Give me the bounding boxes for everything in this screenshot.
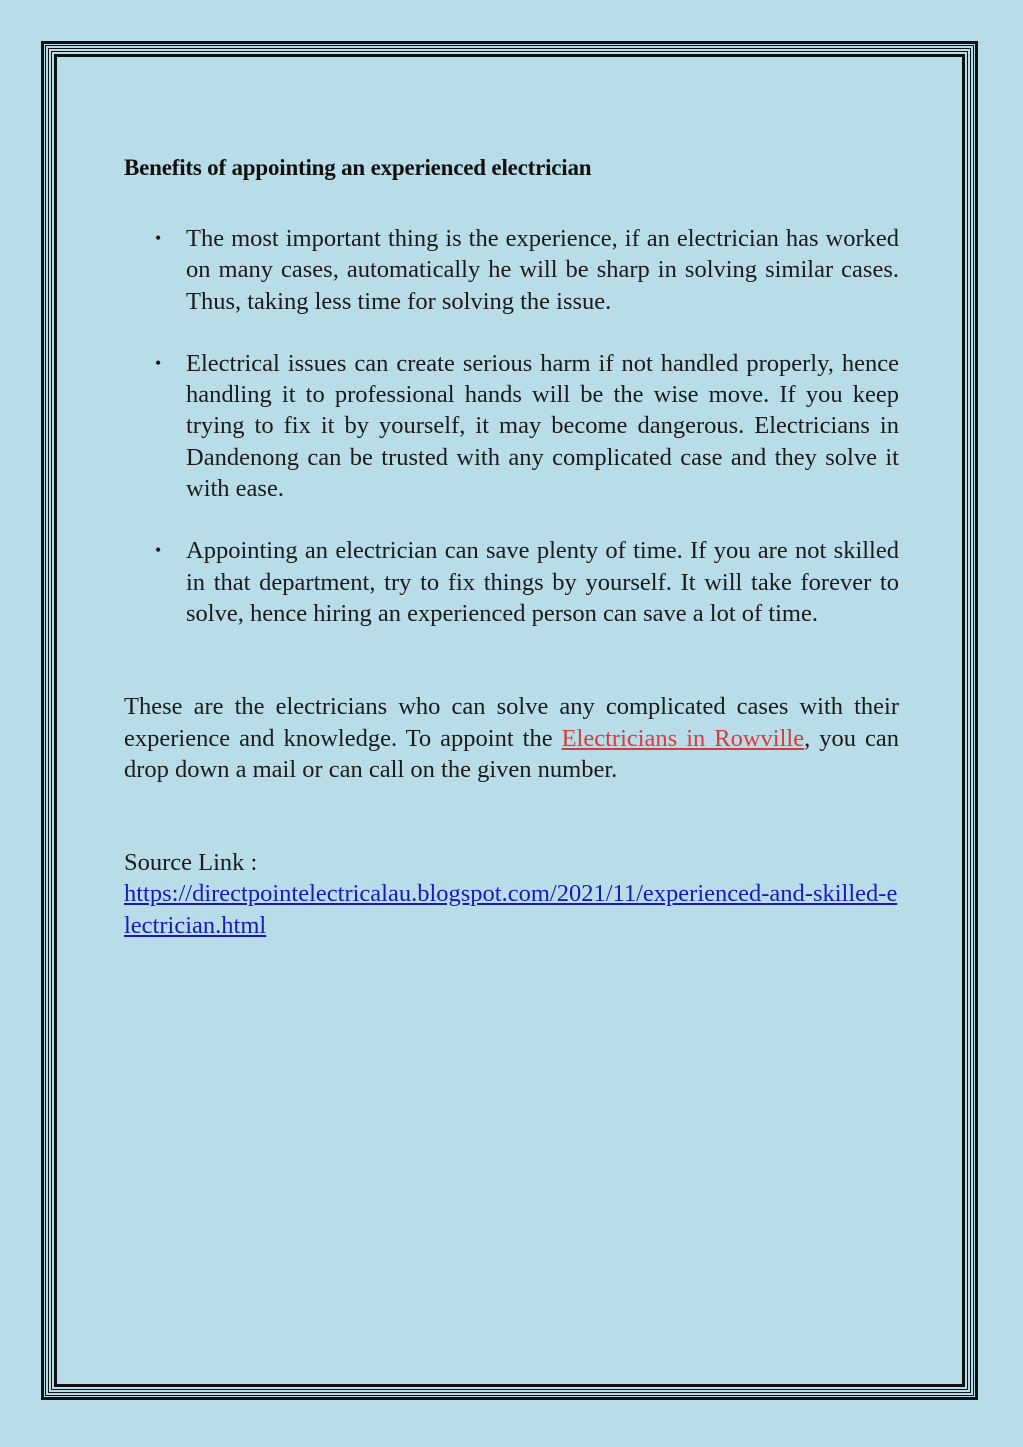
list-item [124, 348, 899, 504]
list-item [124, 535, 899, 629]
bullet-icon: • [155, 540, 162, 561]
list-item-text: Appointing an electrician can save plenty of time. If you are not skilled in that department, try to fix things by yourself. It will take forever to solve, hence hiring an experienced person can save a lot of time. [186, 537, 899, 627]
closing-paragraph [124, 691, 899, 785]
document-body [124, 155, 899, 941]
closing-text-after: , you can drop down a mail or can call on the given number. [124, 724, 899, 783]
document-heading: Benefits of appointing an experienced electrician [124, 155, 592, 180]
closing-text-before: These are the electricians who can solve any complicated cases with their experience and knowledge. To appoint the [124, 693, 899, 752]
electricians-rowville-link[interactable]: Electricians in Rowville [561, 724, 805, 752]
source-block [124, 847, 899, 941]
list-item [124, 223, 899, 317]
bullet-icon: • [155, 352, 162, 373]
list-item-text: Electrical issues can create serious harm if not handled properly, hence handling it to professional hands will be the wise move. If you keep trying to fix it by yourself, it may become dangerous. Electricians in Dandenong can be trusted with any complicated case and they solve it with ease. [186, 349, 899, 503]
source-label: Source Link : [124, 849, 258, 877]
list-item-text: The most important thing is the experience, if an electrician has worked on many cases, automatically he will be sharp in solving similar cases. Thus, taking less time for solving the issue. [186, 225, 899, 315]
source-link[interactable]: https://directpointelectricalau.blogspot.com/2021/11/experienced-and-skilled-electrician.html [124, 880, 898, 939]
benefits-list [124, 223, 899, 629]
bullet-icon: • [155, 228, 162, 248]
